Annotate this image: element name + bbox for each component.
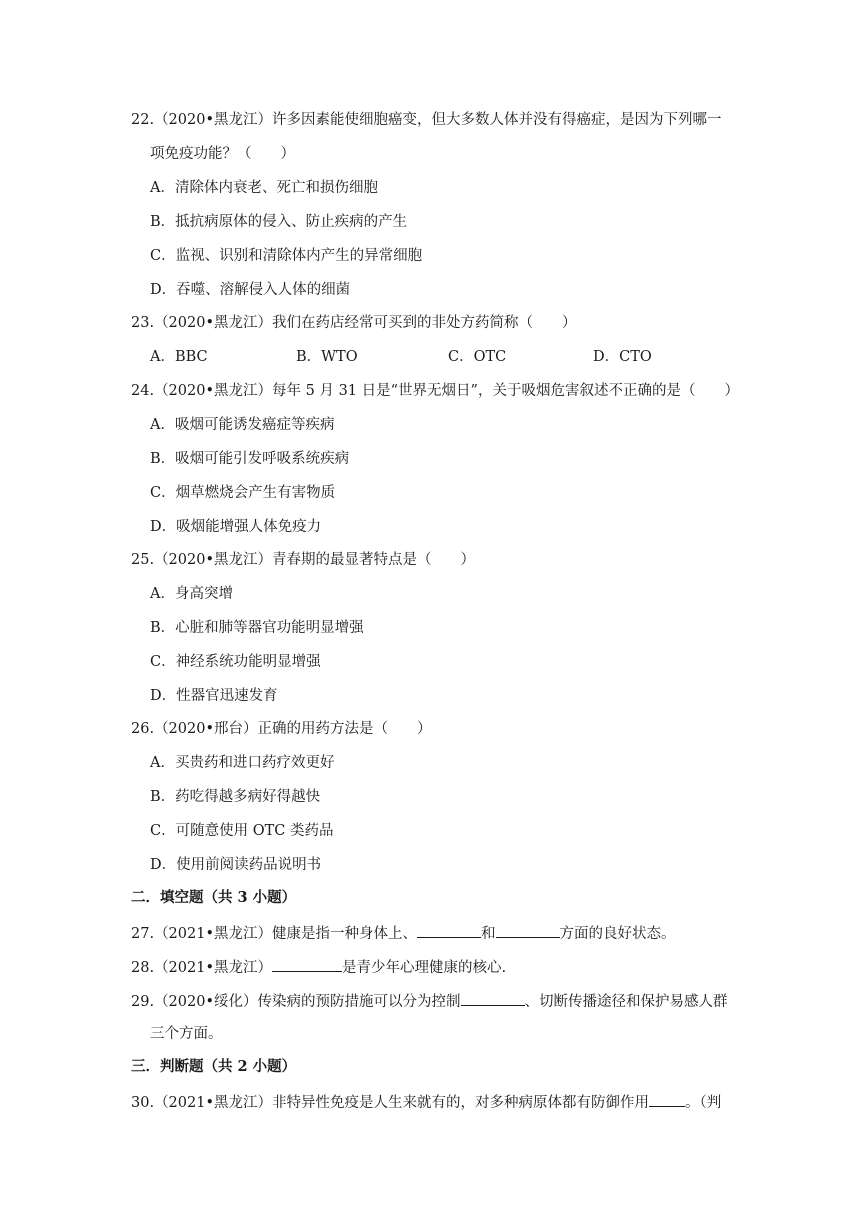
question-22 <box>131 110 722 130</box>
option-c: C．烟草燃烧会产生有害物质 <box>150 485 336 501</box>
question-source: （2021•黑龙江） <box>154 1095 273 1111</box>
question-source: （2020•邢台） <box>154 721 258 737</box>
question-25 <box>131 550 475 570</box>
question-source: （2021•黑龙江） <box>154 926 273 942</box>
question-text: 是青少年心理健康的核心. <box>342 960 507 976</box>
question-29 <box>131 990 728 1012</box>
question-text: 、切断传播途径和保护易感人群 <box>524 994 728 1010</box>
section-heading-true-false: 三．判断题（共 2 小题） <box>131 1058 297 1075</box>
question-text: 。（判 <box>685 1095 722 1111</box>
option-c: C．OTC <box>448 349 507 365</box>
question-27 <box>131 922 676 944</box>
option-b: B．吸烟可能引发呼吸系统疾病 <box>150 451 350 467</box>
option-d: D．使用前阅读药品说明书 <box>150 857 322 873</box>
question-text: 非特异性免疫是人生来就有的，对多种病原体都有防御作用 <box>272 1095 650 1111</box>
question-29-continuation: 三个方面。 <box>150 1026 223 1042</box>
option-d: D．性器官迅速发育 <box>150 688 278 704</box>
question-text: 健康是指一种身体上、 <box>272 926 418 942</box>
question-number: 30. <box>131 1095 155 1111</box>
option-c: C．监视、识别和清除体内产生的异常细胞 <box>150 248 423 264</box>
question-text: 方面的良好状态。 <box>559 926 676 942</box>
question-text: 许多因素能使细胞癌变，但大多数人体并没有得癌症，是因为下列哪一 <box>272 112 722 128</box>
answer-blank[interactable] <box>461 990 525 1006</box>
question-number: 22. <box>131 112 155 128</box>
answer-blank[interactable] <box>649 1091 685 1107</box>
question-24 <box>131 381 739 401</box>
question-28 <box>131 956 506 978</box>
question-text: 青春期的最显著特点是（ ） <box>272 552 476 568</box>
option-d: D．CTO <box>593 349 652 365</box>
question-number: 29. <box>131 994 155 1010</box>
question-source: （2020•绥化） <box>154 994 258 1010</box>
question-23 <box>131 313 577 333</box>
option-d: D．吸烟能增强人体免疫力 <box>150 519 322 535</box>
question-text: 正确的用药方法是（ ） <box>257 721 432 737</box>
question-number: 28. <box>131 960 155 976</box>
question-26 <box>131 719 432 739</box>
question-number: 23. <box>131 315 155 331</box>
option-a: A．身高突增 <box>150 586 233 602</box>
section-heading-fill-in: 二．填空题（共 3 小题） <box>131 889 297 906</box>
option-a: A．BBC <box>150 349 208 365</box>
question-source: （2020•黑龙江） <box>154 383 273 399</box>
question-text: 每年 5 月 31 日是“世界无烟日”，关于吸烟危害叙述不正确的是（ ） <box>272 383 739 399</box>
question-text: 我们在药店经常可买到的非处方药简称（ ） <box>272 315 577 331</box>
question-source: （2020•黑龙江） <box>154 552 273 568</box>
question-source: （2020•黑龙江） <box>154 315 273 331</box>
option-d: D．吞噬、溶解侵入人体的细菌 <box>150 282 351 298</box>
option-a: A．清除体内衰老、死亡和损伤细胞 <box>150 180 378 196</box>
option-b: B．抵抗病原体的侵入、防止疾病的产生 <box>150 214 408 230</box>
question-text: 和 <box>481 926 496 942</box>
answer-blank[interactable] <box>272 956 342 972</box>
question-text: 传染病的预防措施可以分为控制 <box>257 994 461 1010</box>
option-c: C．可随意使用 OTC 类药品 <box>150 823 334 839</box>
question-number: 24. <box>131 383 155 399</box>
option-b: B．心脏和肺等器官功能明显增强 <box>150 620 364 636</box>
answer-blank[interactable] <box>496 922 560 938</box>
option-c: C．神经系统功能明显增强 <box>150 654 321 670</box>
answer-blank[interactable] <box>417 922 481 938</box>
question-source: （2020•黑龙江） <box>154 112 273 128</box>
question-number: 26. <box>131 721 155 737</box>
question-source: （2021•黑龙江） <box>154 960 273 976</box>
option-b: B．WTO <box>296 349 358 365</box>
question-30 <box>131 1091 721 1113</box>
option-a: A．吸烟可能诱发癌症等疾病 <box>150 417 335 433</box>
question-22-continuation: 项免疫功能？（ ） <box>150 146 295 162</box>
option-a: A．买贵药和进口药疗效更好 <box>150 755 335 771</box>
question-number: 27. <box>131 926 155 942</box>
question-number: 25. <box>131 552 155 568</box>
option-b: B．药吃得越多病好得越快 <box>150 789 321 805</box>
